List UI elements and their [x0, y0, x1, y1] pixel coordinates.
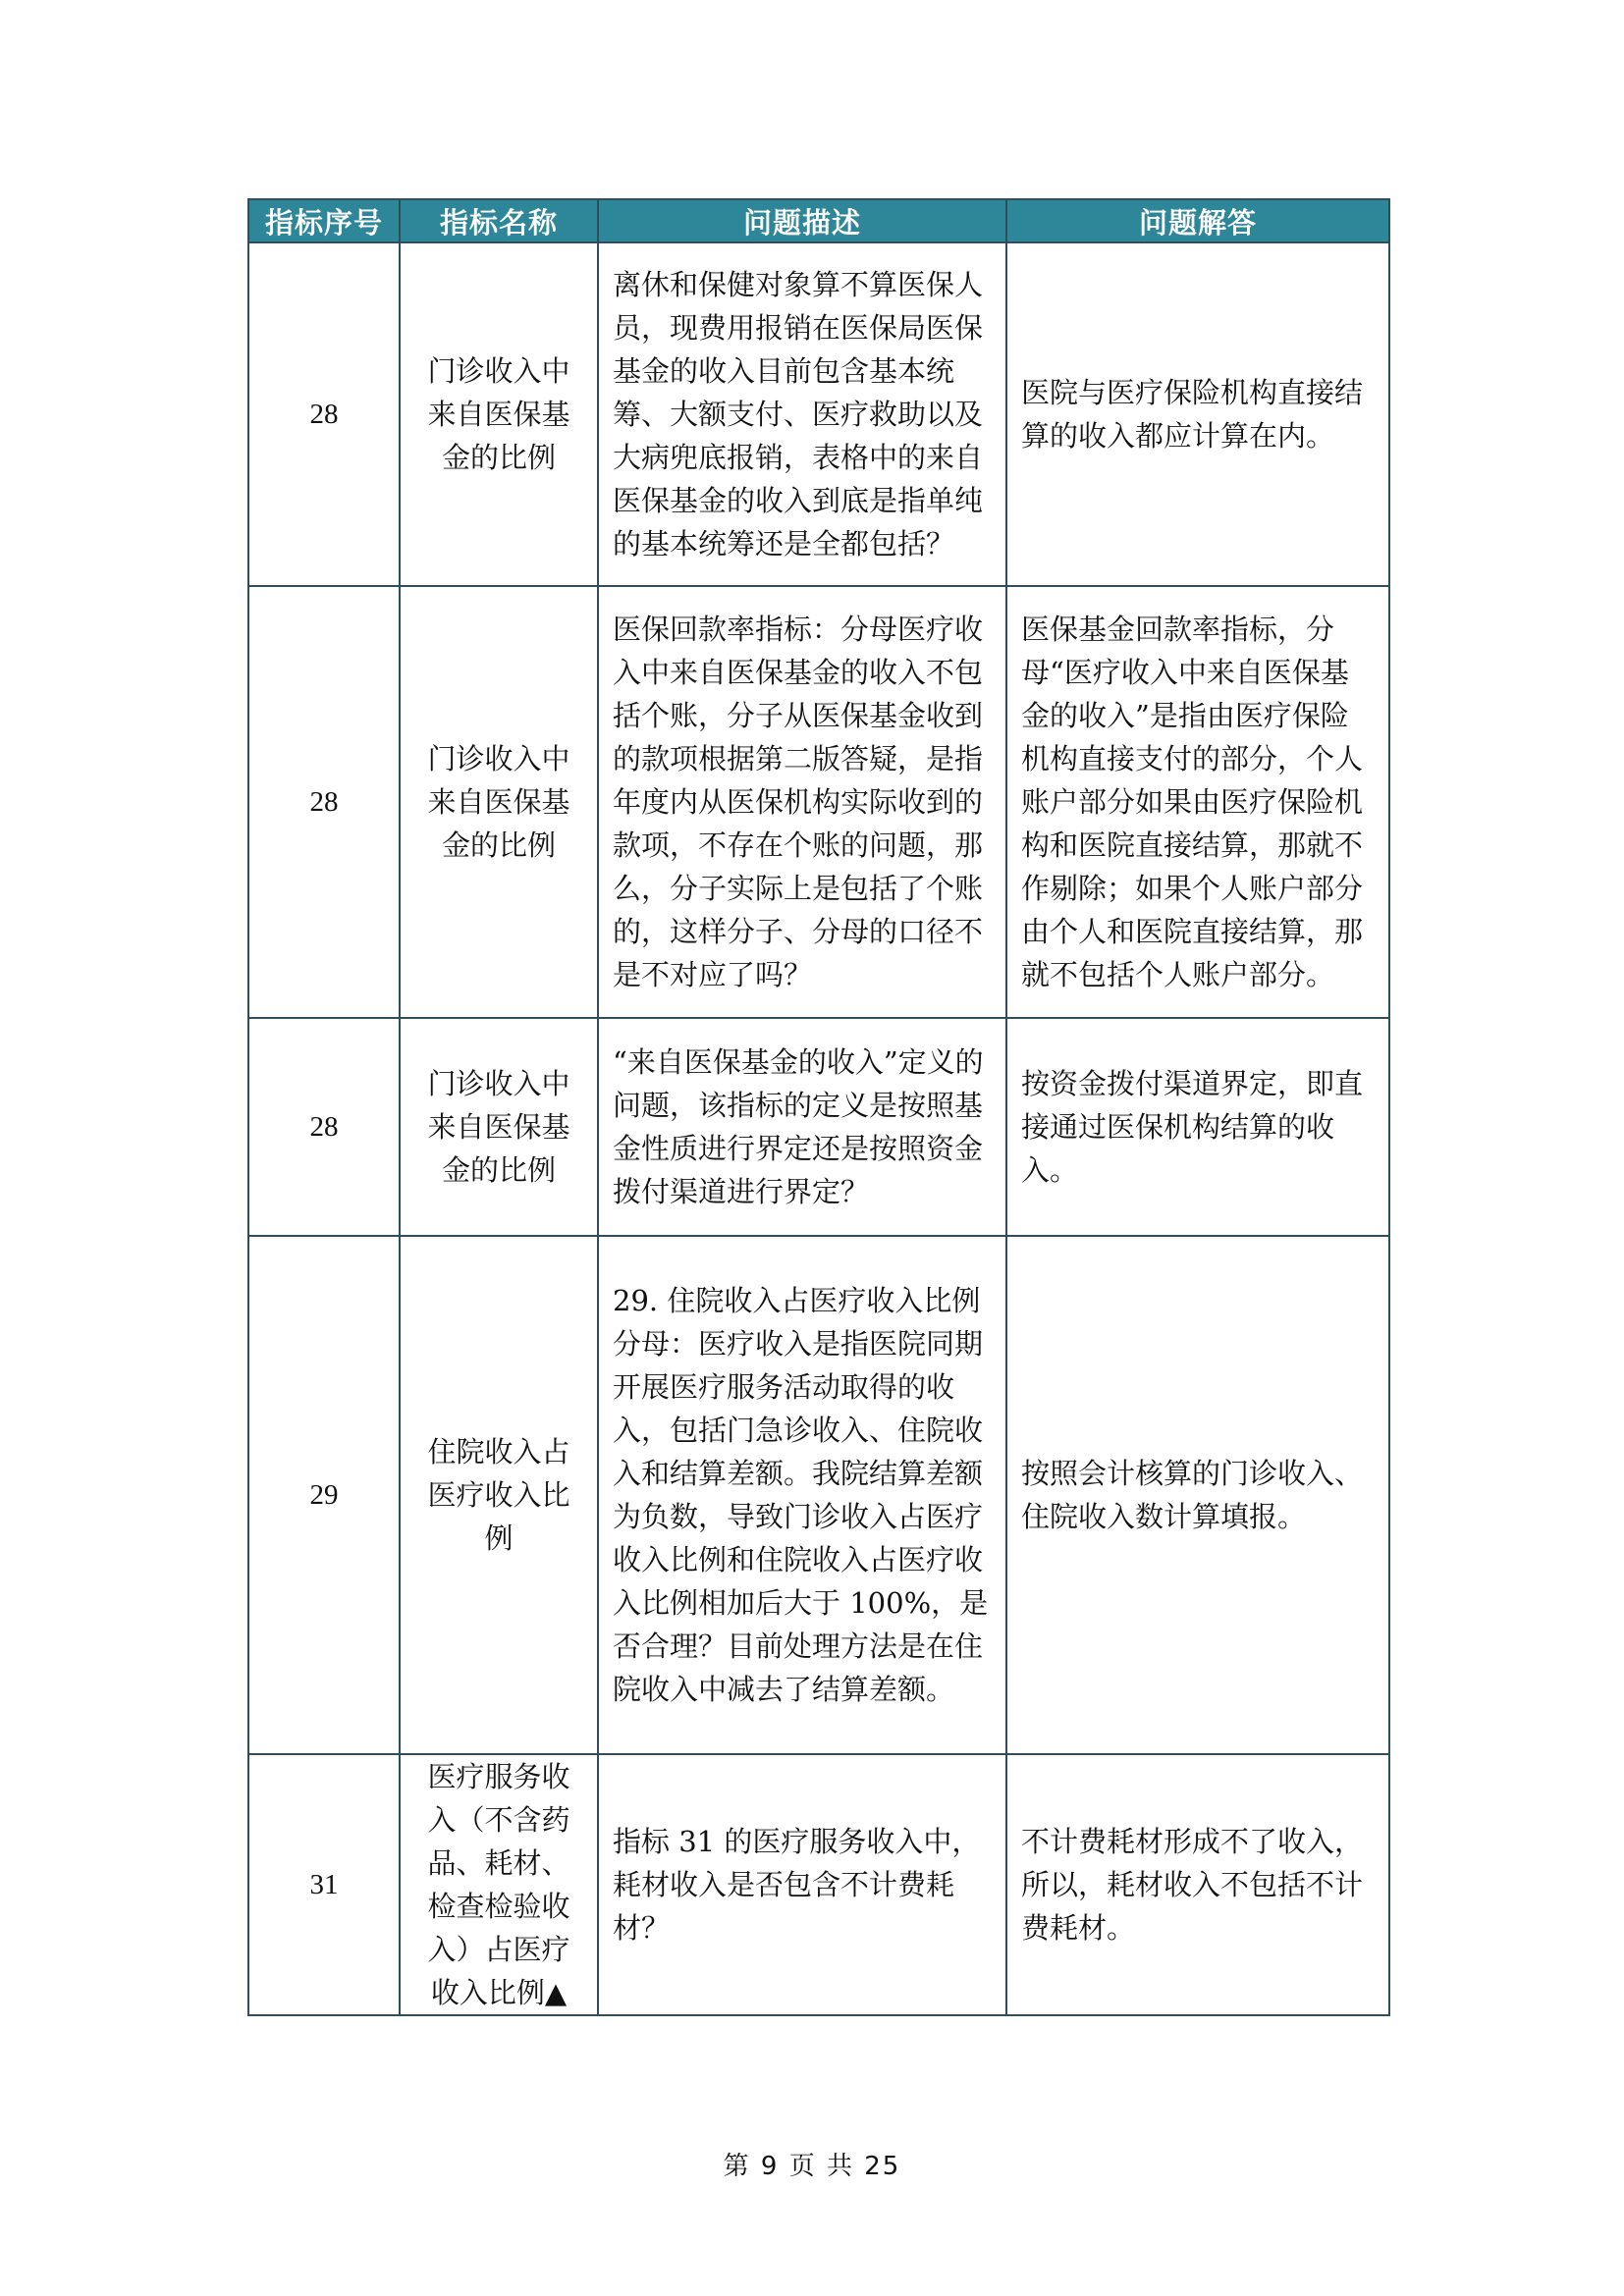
table-row: [248, 1236, 1389, 1754]
indicator-name: 住院收入占医疗收入比例: [400, 1236, 598, 1754]
indicator-number: 28: [248, 586, 400, 1018]
question-description: [598, 1018, 1006, 1236]
question-text: “来自医保基金的收入”定义的问题，该指标的定义是按照基金性质进行界定还是按照资金拨付渠道进行界定？: [613, 1045, 984, 1208]
question-description: [598, 242, 1006, 586]
question-description: [598, 1754, 1006, 2015]
answer-text: 不计费耗材形成不了收入，所以，耗材收入不包括不计费耗材。: [1006, 1754, 1389, 2015]
question-text: 离休和保健对象算不算医保人员，现费用报销在医保局医保基金的收入目前包含基本统筹、大额支付、医疗救助以及大病兜底报销，表格中的来自医保基金的收入到底是指单纯的基本统筹还是全都包括？: [613, 268, 984, 561]
header-question: 问题描述: [598, 199, 1006, 242]
table-body: [248, 242, 1389, 2015]
indicator-name: 门诊收入中来自医保基金的比例: [400, 586, 598, 1018]
header-row: [248, 199, 1389, 242]
indicator-number: 31: [248, 1754, 400, 2015]
question-description: [598, 586, 1006, 1018]
indicator-name: 医疗服务收入（不含药品、耗材、检查检验收入）占医疗收入比例▲: [400, 1754, 598, 2015]
question-text: 指标 31 的医疗服务收入中，耗材收入是否包含不计费耗材？: [613, 1825, 981, 1945]
indicator-name: 门诊收入中来自医保基金的比例: [400, 242, 598, 586]
indicator-name: 门诊收入中来自医保基金的比例: [400, 1018, 598, 1236]
question-description: [598, 1236, 1006, 1754]
indicator-number: 29: [248, 1236, 400, 1754]
answer-text: 按照会计核算的门诊收入、住院收入数计算填报。: [1006, 1236, 1389, 1754]
page-number: 第 9 页 共 25: [723, 2152, 901, 2181]
indicator-number: 28: [248, 1018, 400, 1236]
table-row: [248, 1018, 1389, 1236]
table-row: [248, 242, 1389, 586]
table-header: [248, 199, 1389, 242]
indicator-number: 28: [248, 242, 400, 586]
answer-text: 医保基金回款率指标，分母“医疗收入中来自医保基金的收入”是指由医疗保险机构直接支付的部分，个人账户部分如果由医疗保险机构和医院直接结算，那就不作剔除；如果个人账户部分由个人和医院直接结算，那就不包括个人账户部分。: [1006, 586, 1389, 1018]
answer-text: 按资金拨付渠道界定，即直接通过医保机构结算的收入。: [1006, 1018, 1389, 1236]
header-answer: 问题解答: [1006, 199, 1389, 242]
table-row: [248, 1754, 1389, 2015]
qa-table: [247, 198, 1390, 2016]
question-text: 医保回款率指标：分母医疗收入中来自医保基金的收入不包括个账，分子从医保基金收到的款项根据第二版答疑，是指年度内从医保机构实际收到的款项，不存在个账的问题，那么，分子实际上是包括了个账的，这样分子、分母的口径不是不对应了吗？: [613, 613, 984, 991]
question-heading: 29. 住院收入占医疗收入比例: [613, 1284, 981, 1317]
table-row: [248, 586, 1389, 1018]
question-text: 分母：医疗收入是指医院同期开展医疗服务活动取得的收入，包括门急诊收入、住院收入和结算差额。我院结算差额为负数，导致门诊收入占医疗收入比例和住院收入占医疗收入比例相加后大于 100%，是否合理？目前处理方法是在住院收入中减去了结算差额。: [613, 1327, 989, 1706]
answer-text: 医院与医疗保险机构直接结算的收入都应计算在内。: [1006, 242, 1389, 586]
header-name: 指标名称: [400, 199, 598, 242]
header-index: 指标序号: [248, 199, 400, 242]
